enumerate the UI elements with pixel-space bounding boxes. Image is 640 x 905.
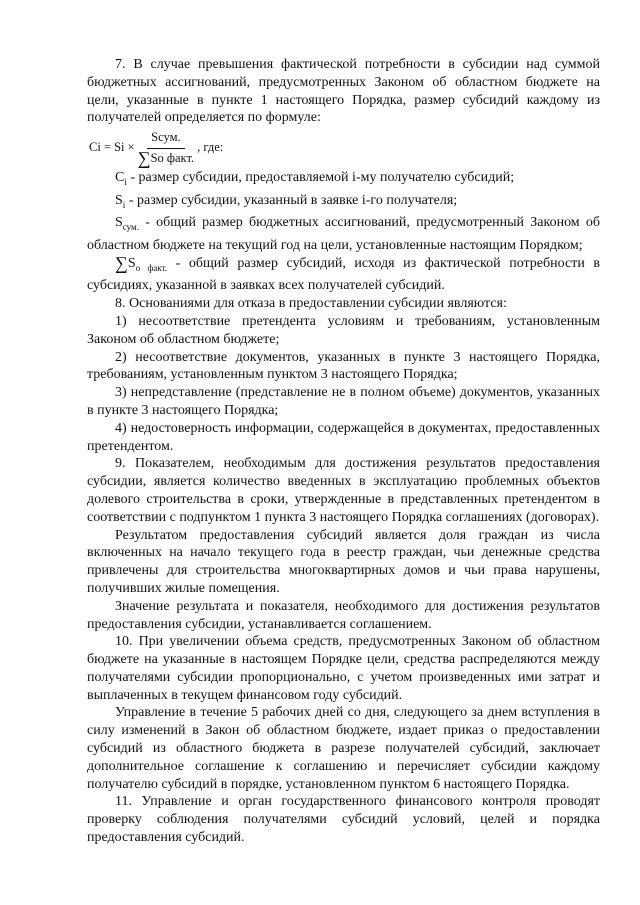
ci-symbol: C [115, 170, 125, 186]
paragraph-8-item-3: 3) непредставление (представление не в полном объеме) документов, указанных в пункте 3 настоящего Порядка; [87, 385, 600, 418]
paragraph-9-result: Результатом предоставления субсидий является доля граждан из числа включенных на начало текущего года в реестр граждан, чьи денежные средства привлечены для строительства многоквартирных домов и чьи права нарушены, получивших жилые помещения. [87, 527, 600, 596]
paragraph-8-item-2: 2) несоответствие документов, указанных в пункте 3 настоящего Порядка, требованиям, установленным пунктом 3 настоящего Порядка; [87, 349, 600, 383]
definition-ci [87, 169, 600, 192]
definition-si [87, 192, 600, 215]
definition-ssum [87, 214, 600, 254]
ssum-text: - общий размер бюджетных ассигнований, предусмотренный Законом об областном бюджете на текущий год на цели, установленные настоящим Порядком; [87, 215, 600, 253]
ci-text: - размер субсидии, предоставляемой i-му получателю субсидий; [126, 170, 515, 186]
subsidy-formula [89, 127, 600, 169]
paragraph-8: 8. Основаниями для отказа в предоставлении субсидии являются: [115, 296, 507, 312]
sfact-subscript: о факт. [135, 262, 168, 273]
paragraph-10: 10. При увеличении объема средств, предусмотренных Законом об областном бюджете на указанные в настоящем Порядке цели, средства распределяются между получателями субсидии пропорционально, с учетом произведенных ими затрат и выплаченных в текущем финансовом году субсидий. [87, 634, 600, 703]
paragraph-8-item-4: 4) недостоверность информации, содержащейся в документах, предоставленных претендентом. [87, 420, 600, 454]
formula-denominator: So факт. [150, 150, 195, 165]
sfact-symbol: S [127, 255, 136, 271]
formula-denominator-wrap [138, 149, 194, 168]
paragraph-10-management: Управление в течение 5 рабочих дней со дня, следующего за днем вступления в силу изменений в Закон об областном бюджете, издает приказ о предоставлении субсидий из областного бюджета в разрезе получателей субсидий, заключает дополнительное соглашение к соглашению и перечисляет субсидии каждому получателю субсидий в порядке, установленном пунктом 6 настоящего Порядка. [87, 705, 600, 792]
paragraph-7: 7. В случае превышения фактической потребности в субсидии над суммой бюджетных ассигнований, предусмотренных Законом об областном бюджете на цели, указанные в пункте 1 настоящего Порядка, размер субсидий каждому из получателей определяется по формуле: [87, 57, 600, 126]
sfact-text: - общий размер субсидий, исходя из фактической потребности в субсидиях, указанной в заявках всех получателей субсидий. [87, 255, 600, 294]
si-text: - размер субсидии, указанный в заявке i-го получателя; [125, 192, 458, 208]
sfact-sigma: ∑ [115, 252, 128, 273]
sigma-symbol: ∑ [137, 147, 151, 168]
si-subscript: i [122, 199, 126, 210]
ssum-subscript: сум. [122, 222, 139, 233]
si-symbol: S [115, 192, 123, 208]
paragraph-9: 9. Показателем, необходимым для достижения результатов предоставления субсидии, является количество введенных в эксплуатацию проблемных объектов долевого строительства в сроки, утвержденные в представленных претендентом в соответствии с подпунктом 1 пункта 3 настоящего Порядка соглашениях (договорах). [87, 456, 600, 525]
paragraph-11: 11. Управление и орган государственного финансового контроля проводят проверку соблюдения получателями субсидий условий, целей и порядка предоставления субсидий. [87, 794, 600, 846]
formula-lhs: Ci = Si × [89, 140, 135, 155]
paragraph-9-value: Значение результата и показателя, необходимого для достижения результатов предоставления субсидии, устанавливается соглашением. [87, 598, 600, 632]
paragraph-8-item-1: 1) несоответствие претендента условиям и требованиям, установленным Законом об областном бюджете; [87, 313, 600, 347]
formula-fraction [138, 129, 194, 168]
ssum-symbol: S [115, 215, 123, 231]
ci-subscript: i [124, 176, 127, 187]
formula-numerator: Sсум. [147, 129, 184, 149]
definition-sfact [87, 252, 600, 295]
formula-suffix: , где: [197, 140, 224, 155]
